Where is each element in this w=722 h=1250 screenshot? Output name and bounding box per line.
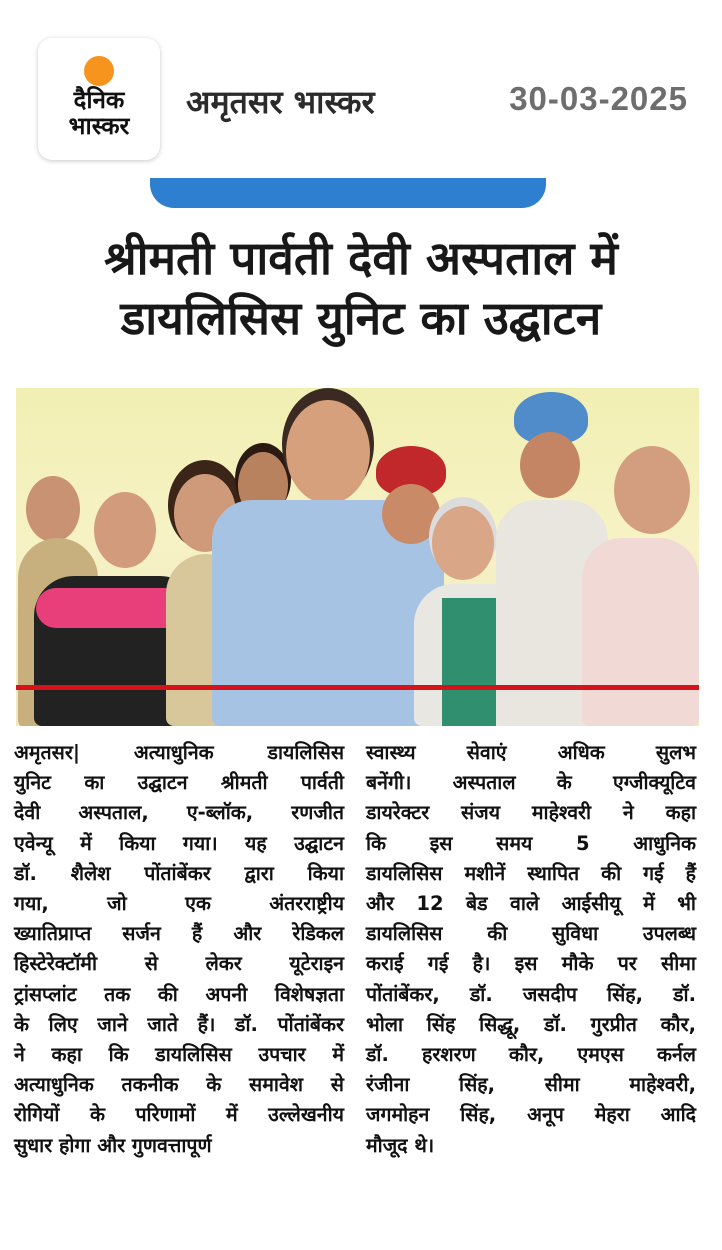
article-line: अमृतसर| अत्याधुनिक डायलिसिस: [14, 741, 344, 764]
sun-icon: [84, 56, 114, 86]
article-line: रंजीना सिंह, सीमा माहेश्वरी,: [366, 1073, 696, 1097]
article-line: ने कहा कि डायलिसिस उपचार में: [14, 1043, 344, 1067]
article-line: युनिट का उद्घाटन श्रीमती पार्वती: [14, 771, 344, 795]
article-line: गया, जो एक अंतरराष्ट्रीय: [14, 892, 344, 916]
section-strip: [150, 178, 546, 208]
article-line: रोगियों के परिणामों में उल्लेखनीय: [14, 1103, 344, 1127]
article-line: कराई गई है। इस मौके पर सीमा: [366, 952, 696, 976]
article-headline: [10, 228, 712, 348]
headline-line-1: श्रीमती पार्वती देवी अस्पताल में: [104, 231, 618, 285]
article-line: मौजूद थे।: [366, 1133, 435, 1157]
dainik-bhaskar-logo: [38, 38, 160, 160]
article-line: डायलिसिस की सुविधा उपलब्ध: [366, 922, 696, 946]
publication-date: 30-03-2025: [509, 80, 688, 117]
article-line: देवी अस्पताल, ए-ब्लॉक, रणजीत: [14, 801, 344, 825]
article-line: डायरेक्टर संजय माहेश्वरी ने कहा: [366, 801, 696, 825]
article-line: डॉ. हरशरण कौर, एमएस कर्नल: [366, 1043, 696, 1067]
logo-text-line2: भास्कर: [68, 112, 130, 140]
article-line: जगमोहन सिंह, अनूप मेहरा आदि: [366, 1103, 696, 1127]
article-line: ट्रांसप्लांट तक की अपनी विशेषज्ञता: [14, 982, 344, 1006]
article-line: डायलिसिस मशीनें स्थापित की गई हैं: [366, 861, 696, 885]
article-line: एवेन्यू में किया गया। यह उद्घाटन: [14, 831, 344, 855]
article-line: स्वास्थ्य सेवाएं अधिक सुलभ: [366, 741, 696, 764]
article-line: ख्यातिप्राप्त सर्जन हैं और रेडिकल: [14, 922, 344, 946]
article-column-left: [14, 738, 344, 1161]
article-line: और 12 बेड वाले आईसीयू में भी: [366, 892, 696, 916]
article-line: अत्याधुनिक तकनीक के समावेश से: [14, 1073, 344, 1097]
headline-line-2: डायलिसिस युनिट का उद्घाटन: [120, 291, 602, 345]
edition-name: अमृतसर भास्कर: [186, 83, 375, 121]
article-line: भोला सिंह सिद्धू, डॉ. गुरप्रीत कौर,: [366, 1012, 696, 1036]
inauguration-ribbon: [16, 685, 699, 690]
article-line: पोंतांबेंकर, डॉ. जसदीप सिंह, डॉ.: [366, 982, 696, 1006]
article-line: हिस्टेरेक्टॉमी से लेकर यूटेराइन: [14, 952, 344, 976]
inauguration-photo: [16, 388, 699, 726]
article-line: डॉ. शैलेश पोंतांबेंकर द्वारा किया: [14, 861, 344, 885]
article-line: बनेंगी। अस्पताल के एग्जीक्यूटिव: [366, 771, 696, 795]
article-column-right: [366, 738, 696, 1161]
article-line: सुधार होगा और गुणवत्तापूर्ण: [14, 1133, 212, 1157]
logo-text-line1: दैनिक: [73, 86, 125, 114]
article-line: कि इस समय 5 आधुनिक: [366, 831, 696, 855]
article-line: के लिए जाने जाते हैं। डॉ. पोंतांबेंकर: [14, 1012, 344, 1036]
newspaper-header: [0, 0, 722, 175]
